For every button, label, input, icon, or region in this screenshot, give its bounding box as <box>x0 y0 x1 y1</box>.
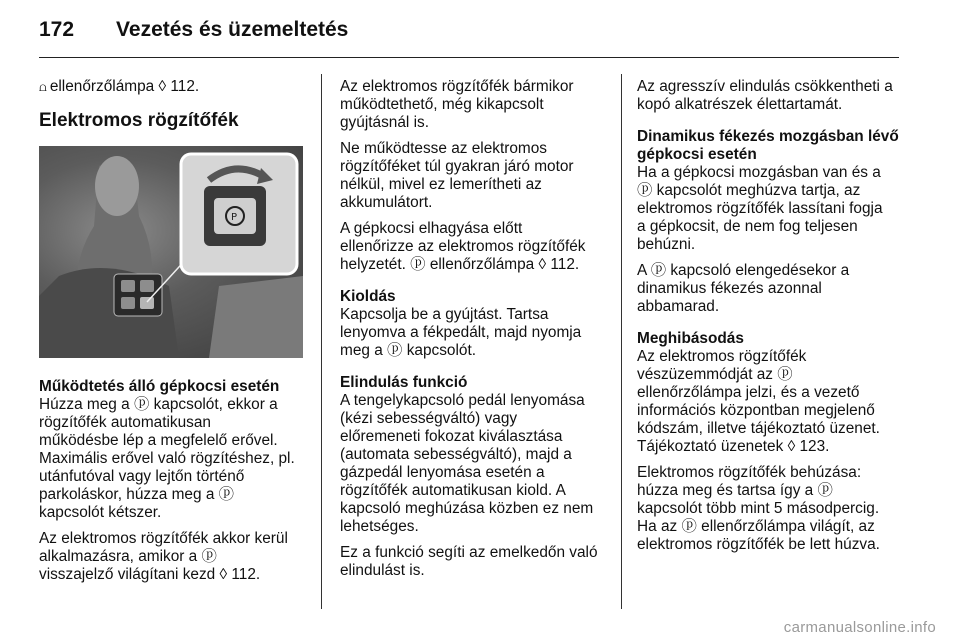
paragraph: Az elektromos rögzítőfék bármikor működtethető, még kikapcsolt gyújtásnál is. <box>340 78 574 131</box>
subheading: Elindulás funkció <box>340 374 468 391</box>
paragraph: A ⓟ kapcsoló elengedésekor a dinamikus fékezés azonnal abbamarad. <box>637 262 850 315</box>
paragraph: Az elektromos rögzítőfék vészüzemmódját az ⓟ ellenőrzőlámpa jelzi, és a vezető információs központban megjelenő kódszám, illetve tájékoztató üzenet. Tájékoztató üzenetek ◊ 123. <box>637 348 880 455</box>
subheading: Kioldás <box>340 288 396 305</box>
svg-text:P: P <box>231 212 238 223</box>
column-divider <box>621 74 622 609</box>
paragraph: Ne működtesse az elektromos rögzítőféket túl gyakran járó motor nélkül, mivel ez lemerítheti az akkumulátort. <box>340 140 574 211</box>
subheading: Működtetés álló gépkocsi esetén <box>39 378 280 395</box>
column-1 <box>39 78 305 592</box>
warning-lamp-icon: ⩍ <box>39 80 47 94</box>
column-3 <box>637 78 903 562</box>
paragraph: A gépkocsi elhagyása előtt ellenőrizze az elektromos rögzítőfék helyzetét. ⓟ ellenőrzőlámpa ◊ 112. <box>340 220 586 273</box>
subheading: Dinamikus fékezés mozgásban lévő gépkocsi esetén <box>637 128 899 163</box>
paragraph: A tengelykapcsoló pedál lenyomása (kézi sebességváltó) vagy előremeneti fokozat kiválasztása (automata sebességváltó), majd a gázpedál lenyomása esetén a rögzítőfék automatikusan kiold. A kapcsoló meghúzása közben ez nem lehetséges. <box>340 392 594 535</box>
intro-line <box>39 78 305 96</box>
parking-brake-switch-photo <box>39 146 303 358</box>
section-heading: Elektromos rögzítőfék <box>39 110 239 131</box>
paragraph: Ha a gépkocsi mozgásban van és a ⓟ kapcsolót meghúzva tartja, az elektromos rögzítőfék lassítani fogja a gépkocsit, de nem fog teljesen behúzni. <box>637 164 883 253</box>
paragraph: Húzza meg a ⓟ kapcsolót, ekkor a rögzítőfék automatikusan működésbe lép a megfelelő erővel. Maximális erővel való rögzítéshez, pl. utánfutóval vagy lejtőn történő parkoláskor, húzza meg a ⓟ kapcsolót kétszer. <box>39 396 295 521</box>
column-2 <box>340 78 606 588</box>
paragraph: Ez a funkció segíti az emelkedőn való elindulást is. <box>340 544 598 579</box>
paragraph: Kapcsolja be a gyújtást. Tartsa lenyomva a fékpedált, majd nyomja meg a ⓟ kapcsolót. <box>340 306 582 359</box>
photo-illustration <box>39 146 303 358</box>
paragraph: Az agresszív elindulás csökkentheti a kopó alkatrészek élettartamát. <box>637 78 893 113</box>
page-number: 172 <box>39 18 75 41</box>
column-divider <box>321 74 322 609</box>
page-title: Vezetés és üzemeltetés <box>116 18 349 41</box>
page-header <box>39 14 348 46</box>
intro-text: ellenőrzőlámpa ◊ 112. <box>49 78 200 95</box>
header-rule <box>39 57 899 58</box>
subheading: Meghibásodás <box>637 330 744 347</box>
paragraph: Az elektromos rögzítőfék akkor kerül alkalmazásra, amikor a ⓟ visszajelző világítani kezd ◊ 112. <box>39 530 288 583</box>
watermark: carmanualsonline.info <box>783 619 936 636</box>
paragraph: Elektromos rögzítőfék behúzása: húzza meg és tartsa így a ⓟ kapcsolót több mint 5 másodpercig. Ha az ⓟ ellenőrzőlámpa világít, az elektromos rögzítőfék be lett húzva. <box>637 464 880 553</box>
